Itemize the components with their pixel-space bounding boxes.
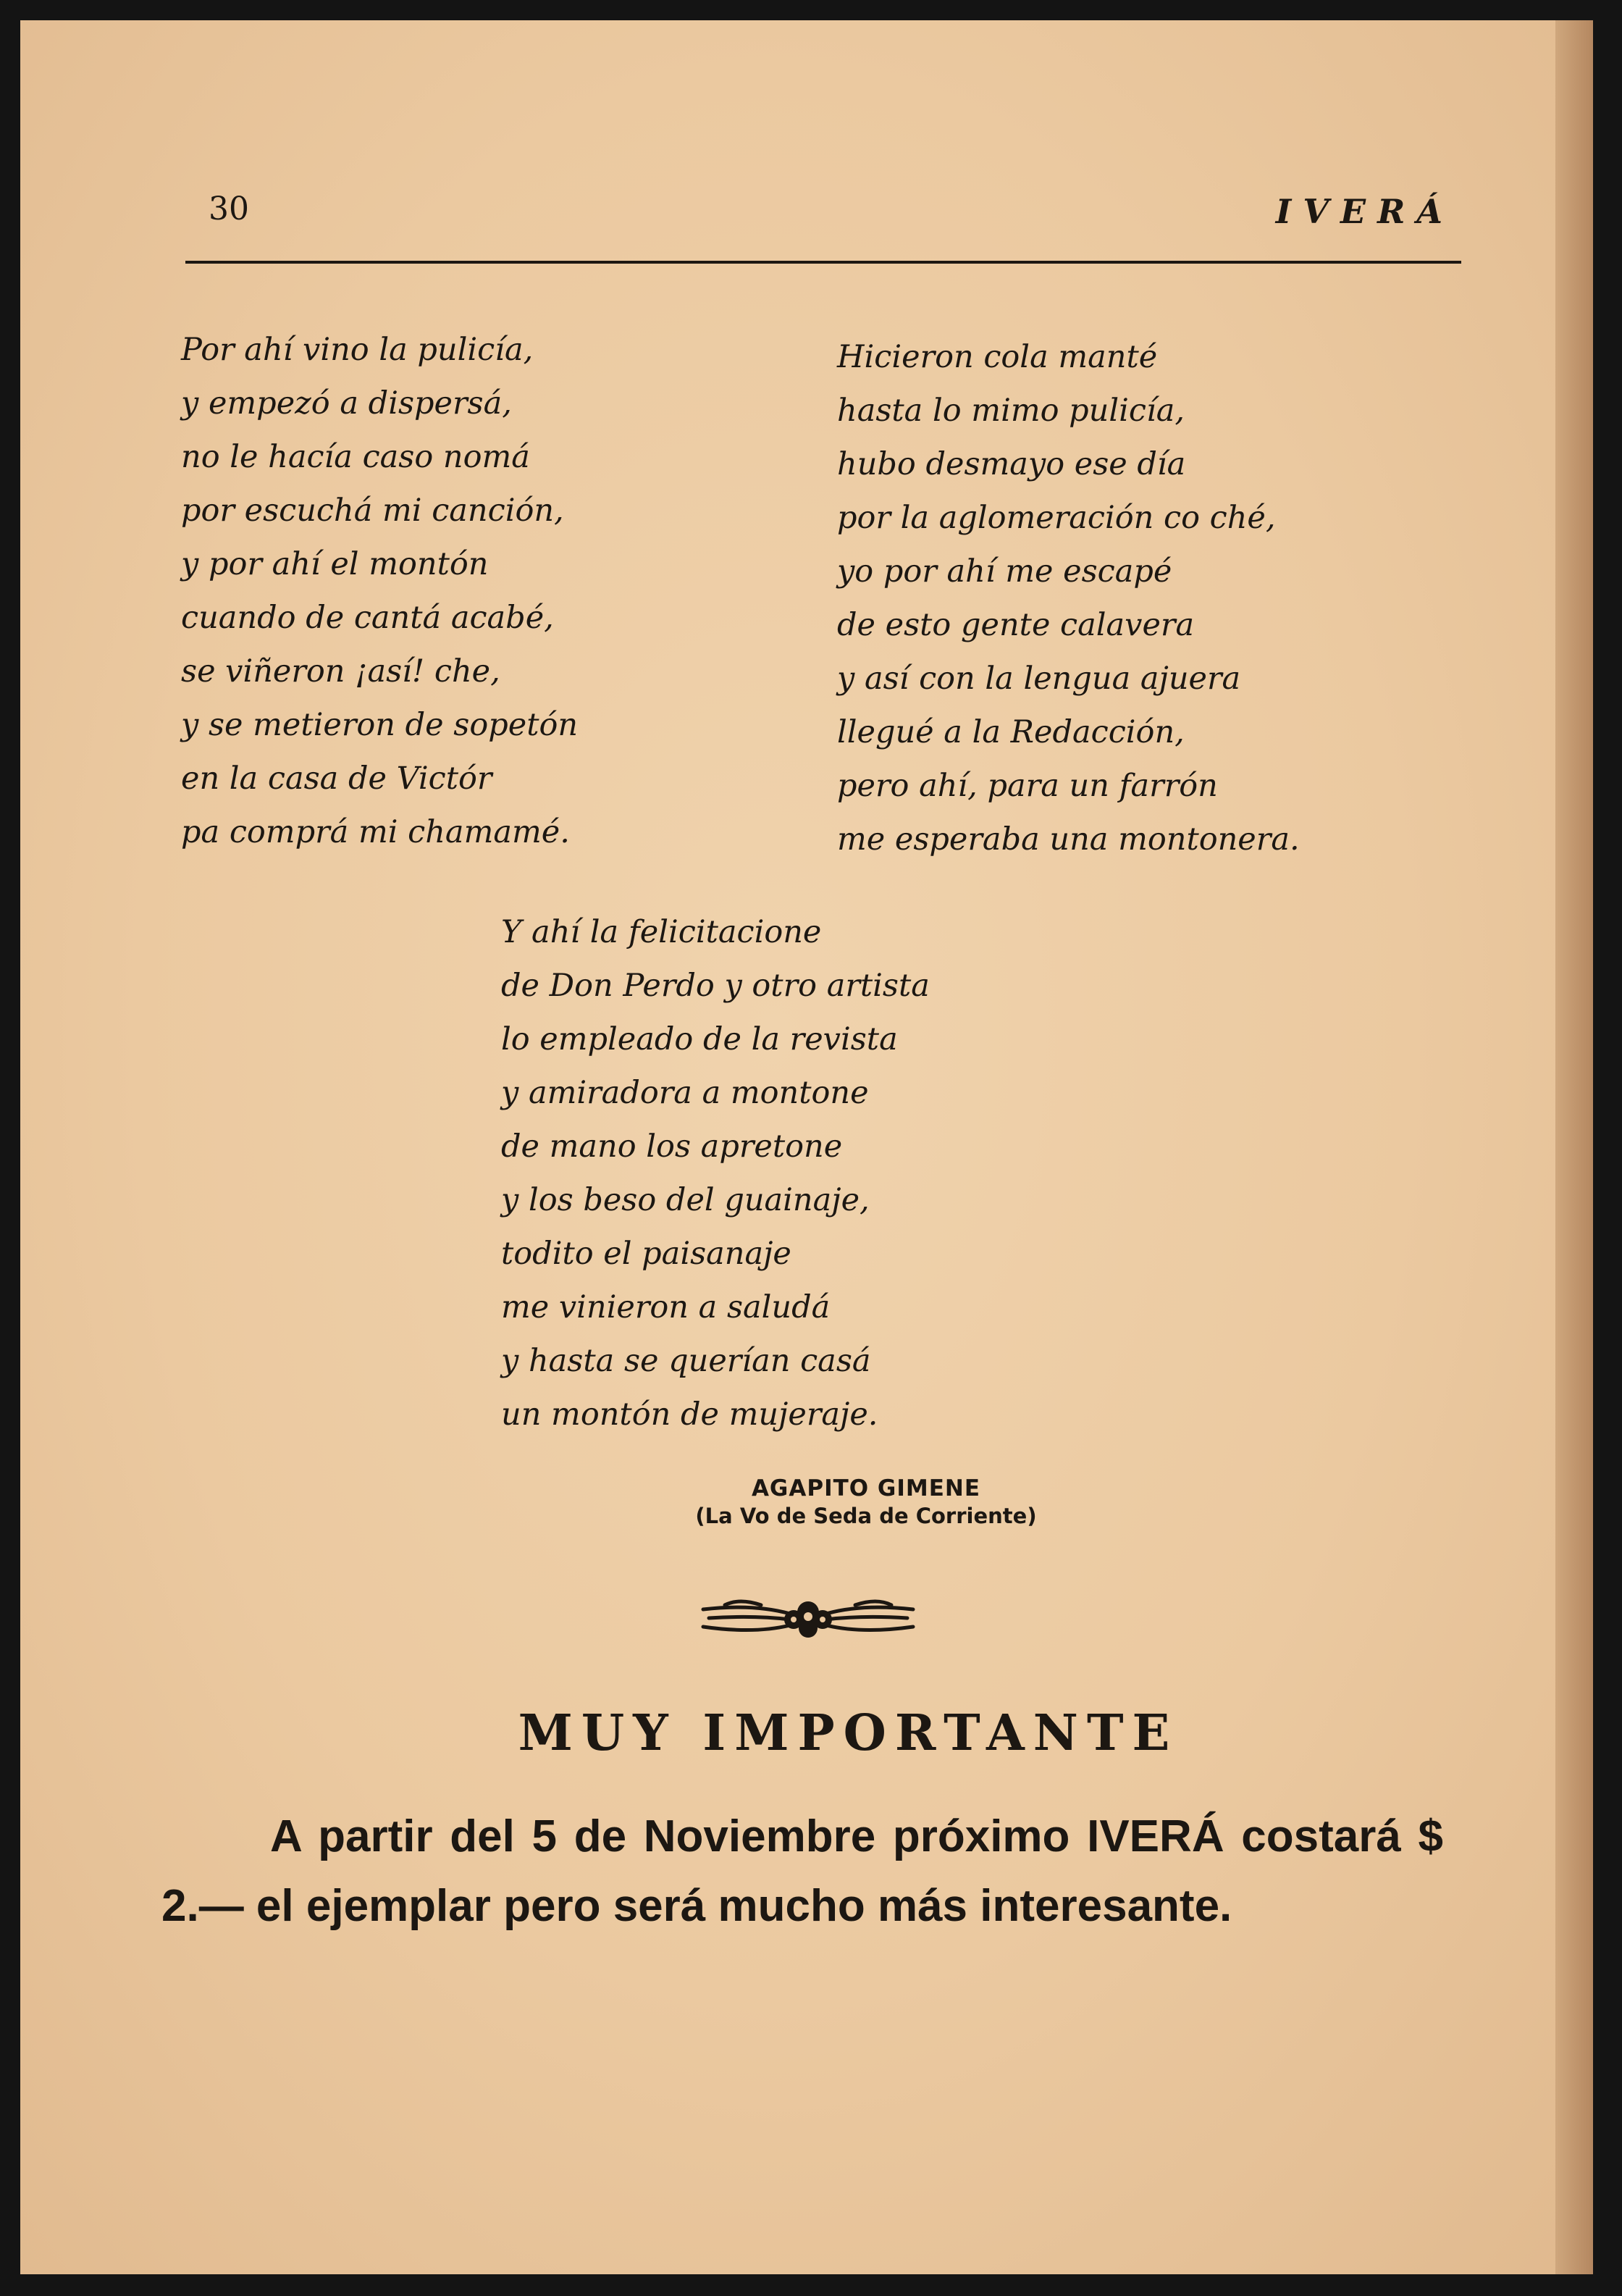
- verse-line: de esto gente calavera: [837, 607, 1195, 643]
- floral-ornament-icon: [696, 1591, 920, 1648]
- verse-line: no le hacía caso nomá: [181, 439, 530, 475]
- verse-line: y empezó a dispersá,: [181, 385, 512, 422]
- poem-right-column: [837, 330, 1300, 866]
- author-nickname: (La Vo de Seda de Corriente): [695, 1504, 1037, 1528]
- verse-line: y amiradora a montone: [501, 1075, 869, 1111]
- verse-line: Hicieron cola manté: [837, 339, 1158, 375]
- verse-line: yo por ahí me escapé: [837, 553, 1172, 590]
- magazine-page: [20, 20, 1593, 2274]
- verse-line: en la casa de Victór: [181, 761, 492, 797]
- verse-line: llegué a la Redacción,: [837, 714, 1185, 750]
- verse-line: y hasta se querían casá: [501, 1343, 871, 1379]
- verse-line: hubo desmayo ese día: [837, 446, 1186, 482]
- verse-line: y por ahí el montón: [181, 546, 489, 582]
- verse-line: pero ahí, para un farrón: [837, 768, 1218, 804]
- verse-line: hasta lo mimo pulicía,: [837, 393, 1185, 429]
- verse-line: por escuchá mi canción,: [181, 493, 564, 529]
- verse-line: lo empleado de la revista: [501, 1021, 898, 1057]
- verse-line: se viñeron ¡así! che,: [181, 653, 500, 690]
- verse-line: un montón de mujeraje.: [501, 1396, 878, 1433]
- book-spine-shadow: [1555, 20, 1593, 2274]
- verse-line: me esperaba una montonera.: [837, 821, 1300, 858]
- verse-line: de mano los apretone: [501, 1128, 843, 1165]
- author-name: AGAPITO GIMENE: [751, 1475, 981, 1501]
- poem-center-stanza: [501, 905, 930, 1441]
- verse-line: cuando de cantá acabé,: [181, 600, 554, 636]
- verse-line: de Don Perdo y otro artista: [501, 968, 930, 1004]
- verse-line: me vinieron a saludá: [501, 1289, 831, 1325]
- verse-line: pa comprá mi chamamé.: [181, 814, 570, 850]
- poem-left-column: [181, 323, 578, 859]
- verse-line: por la aglomeración co ché,: [837, 500, 1276, 536]
- author-signature: [627, 1475, 1105, 1530]
- verse-line: Por ahí vino la pulicía,: [181, 332, 534, 368]
- verse-line: y así con la lengua ajuera: [837, 661, 1241, 697]
- page-number: 30: [209, 190, 249, 227]
- notice-body: A partir del 5 de Noviembre próximo IVERÁ costará $ 2.— el ejemplar pero será mucho más interesante.: [161, 1811, 1443, 1931]
- journal-name: IVERÁ: [1275, 192, 1454, 231]
- header-rule: [185, 261, 1461, 264]
- verse-line: todito el paisanaje: [501, 1236, 791, 1272]
- verse-line: Y ahí la felicitacione: [501, 914, 822, 950]
- notice-title: MUY IMPORTANTE: [518, 1704, 1179, 1762]
- verse-line: y los beso del guainaje,: [501, 1182, 870, 1218]
- running-head: [183, 190, 1461, 245]
- verse-line: y se metieron de sopetón: [181, 707, 579, 743]
